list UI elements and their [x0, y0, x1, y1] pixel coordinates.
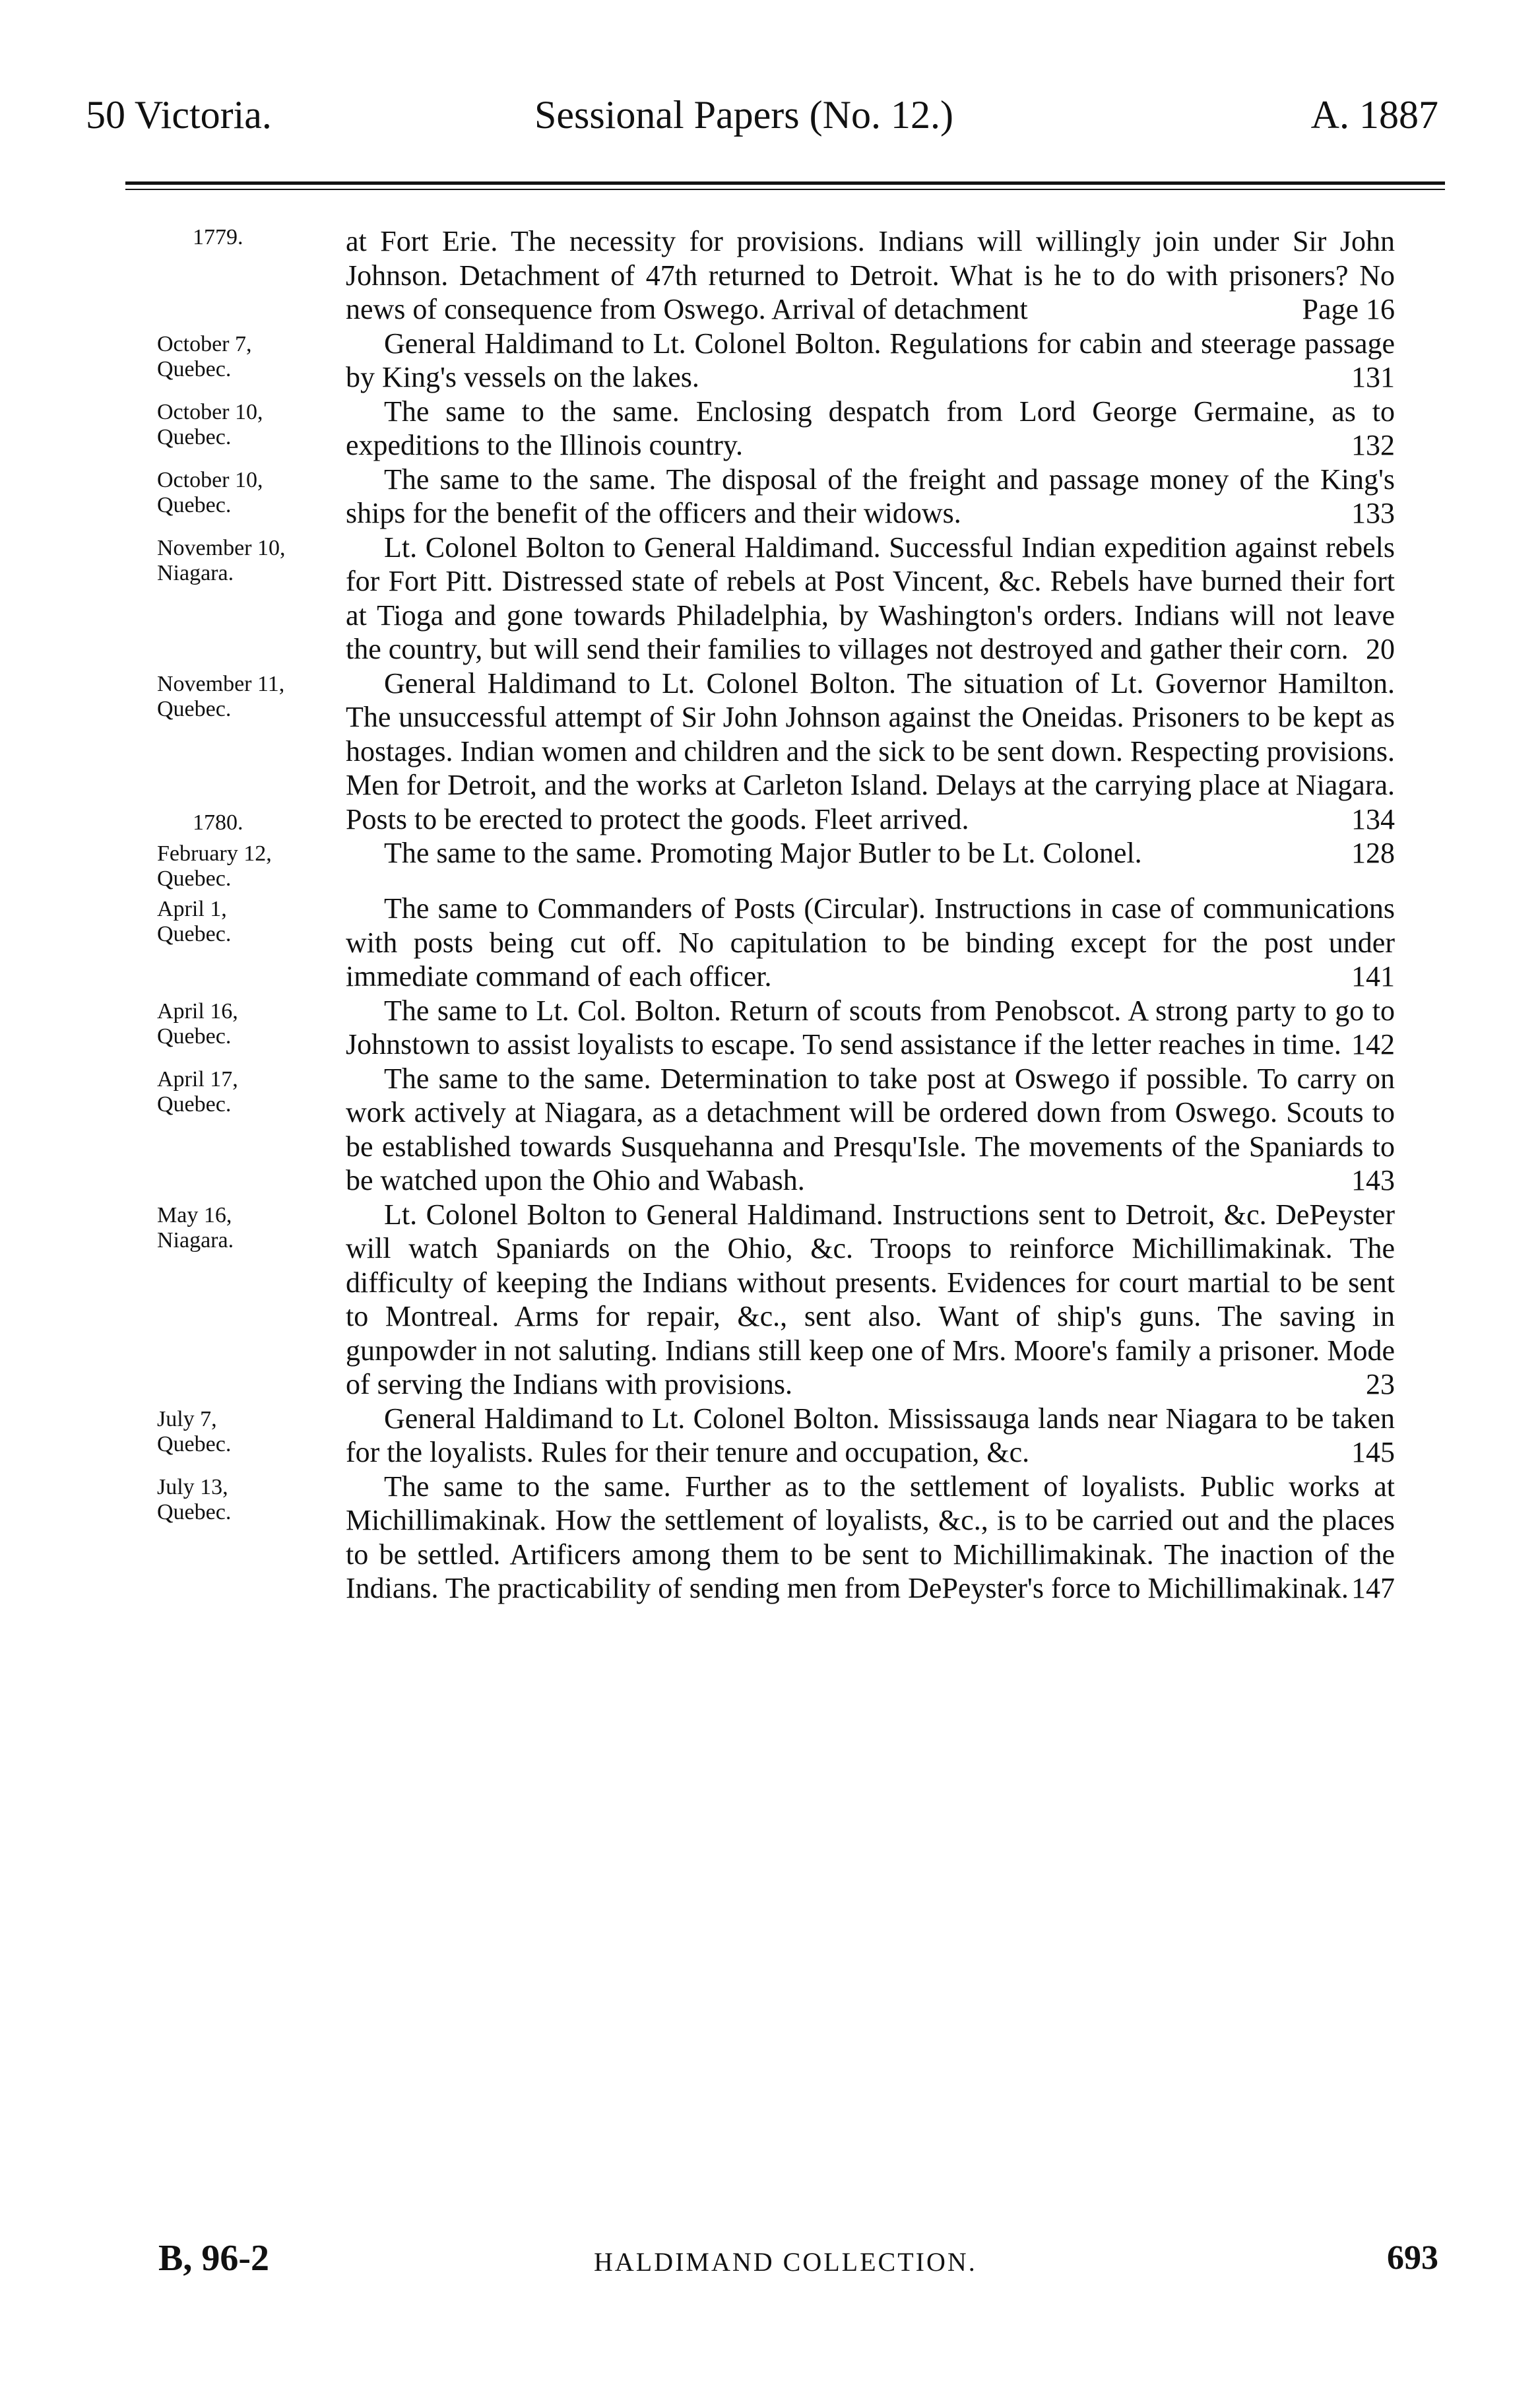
entry-place: Quebec.	[157, 1024, 232, 1049]
entry-text	[346, 994, 1395, 1062]
calendar-entry	[0, 994, 1540, 1062]
entry-page: 141	[1351, 960, 1395, 993]
footer-page-number: 693	[1387, 2239, 1438, 2277]
entry-text	[346, 224, 1395, 327]
entry-date: October 10,	[157, 467, 263, 492]
header-session: 50 Victoria.	[86, 93, 272, 137]
entry-page: 142	[1351, 1028, 1395, 1060]
entry-meta	[0, 1062, 348, 1117]
calendar-entry	[0, 836, 1540, 892]
entry-summary: General Haldimand to Lt. Colonel Bolton. The situation of Lt. Governor Hamilton. The unsuccessful attempt of Sir John Johnson against the Oneidas. Prisoners to be kept as hostages. Indian women and children and the sick to be sent down. Respecting provisions. Men for Detroit, and the works at Carleton Island. Delays at the carrying place at Niagara. Posts to be erected to protect the goods. Fleet arrived.	[346, 667, 1395, 835]
entry-text	[346, 836, 1395, 870]
entry-date: April 17,	[157, 1066, 238, 1092]
year-label: 1780.	[193, 810, 243, 835]
calendar-entry	[0, 395, 1540, 463]
header-rule-thick	[125, 181, 1445, 185]
entry-summary: The same to Commanders of Posts (Circular). Instructions in case of communications with posts being cut off. No capitulation to be binding except for the post under immediate command of each officer.	[346, 892, 1395, 993]
calendar-entry	[0, 1402, 1540, 1470]
entry-text	[346, 327, 1395, 395]
entry-date: April 1,	[157, 897, 227, 921]
entry-place: Niagara.	[157, 560, 234, 585]
entry-meta	[0, 1470, 348, 1525]
entry-summary: General Haldimand to Lt. Colonel Bolton. Mississauga lands near Niagara to be taken for the loyalists. Rules for their tenure and occupation, &c.	[346, 1402, 1395, 1468]
entry-date: February 12,	[157, 841, 272, 866]
footer-signature-mark: B, 96-2	[158, 2238, 269, 2279]
entry-summary: The same to the same. Determination to take post at Oswego if possible. To carry on work actively at Niagara, as a detachment will be ordered down from Oswego. Scouts to be established towards Susquehanna and Presqu'Isle. The movements of the Spaniards to be watched upon the Ohio and Wabash.	[346, 1062, 1395, 1196]
entry-summary: The same to the same. Enclosing despatch from Lord George Germaine, as to expeditions to the Illinois country.	[346, 395, 1395, 461]
entry-place: Quebec.	[157, 1092, 232, 1117]
entry-page: 128	[1351, 837, 1395, 869]
entry-summary: at Fort Erie. The necessity for provisions. Indians will willingly join under Sir John Johnson. Detachment of 47th returned to Detroit. What is he to do with prisoners? No news of consequence from Oswego. Arrival of detachment	[346, 225, 1395, 325]
entry-date: April 16,	[157, 998, 238, 1024]
entry-place: Quebec.	[157, 696, 232, 721]
calendar-entry	[0, 1470, 1540, 1606]
entry-page: 133	[1351, 497, 1395, 529]
entry-meta	[0, 463, 348, 518]
calendar-entry	[0, 463, 1540, 531]
entry-date: July 7,	[157, 1406, 217, 1431]
entry-meta	[0, 994, 348, 1049]
entry-meta	[0, 892, 348, 947]
entry-page: 132	[1351, 429, 1395, 461]
entry-meta	[0, 224, 348, 256]
entry-text	[346, 1402, 1395, 1470]
entry-place: Quebec.	[157, 1431, 232, 1456]
entry-page: 143	[1351, 1164, 1395, 1196]
entry-meta	[0, 1198, 348, 1253]
footer-collection-title: HALDIMAND COLLECTION.	[594, 2247, 977, 2277]
entry-meta	[0, 395, 348, 450]
entry-summary: The same to the same. Further as to the settlement of loyalists. Public works at Michillimakinak. How the settlement of loyalists, &c., is to be carried out and the places to be settled. Artificers among them to be sent to Michillimakinak. The inaction of the Indians. The practicability of sending men from DePeyster's force to Michillimakinak.	[346, 1470, 1395, 1604]
entry-summary: The same to the same. The disposal of the freight and passage money of the King's ships for the benefit of the officers and their widows.	[346, 463, 1395, 529]
entry-place: Quebec.	[157, 866, 232, 891]
entry-text	[346, 1198, 1395, 1402]
header-year: A. 1887	[1310, 93, 1438, 137]
entry-page: 131	[1351, 361, 1395, 393]
entry-meta	[0, 667, 348, 722]
entry-page: 23	[1366, 1368, 1395, 1400]
calendar-entry	[0, 1198, 1540, 1402]
year-label: 1779.	[193, 225, 243, 249]
entry-text	[346, 1062, 1395, 1198]
header-title: Sessional Papers (No. 12.)	[534, 93, 953, 137]
entry-date: October 7,	[157, 331, 252, 356]
entry-text	[346, 1470, 1395, 1606]
header-rule-thin	[125, 189, 1445, 190]
entry-page: 147	[1351, 1572, 1395, 1604]
entry-page: 134	[1351, 802, 1395, 835]
entry-text	[346, 531, 1395, 667]
entry-date: October 10,	[157, 399, 263, 424]
calendar-entry	[0, 224, 1540, 327]
entry-place: Quebec.	[157, 424, 232, 449]
entry-text	[346, 892, 1395, 994]
entry-text	[346, 463, 1395, 531]
calendar-entry	[0, 327, 1540, 395]
entry-date: July 13,	[157, 1474, 228, 1499]
calendar-entry	[0, 1062, 1540, 1198]
entry-meta	[0, 327, 348, 382]
calendar-entry	[0, 892, 1540, 994]
entry-summary: The same to Lt. Col. Bolton. Return of scouts from Penobscot. A strong party to go to Johnstown to assist loyalists to escape. To send assistance if the letter reaches in time.	[346, 994, 1395, 1060]
entry-place: Quebec.	[157, 492, 232, 517]
entry-meta	[0, 1402, 348, 1457]
entry-page: Page 16	[1302, 293, 1395, 325]
entry-page: 145	[1351, 1436, 1395, 1468]
entry-text	[346, 395, 1395, 463]
entry-page: 20	[1366, 633, 1395, 665]
entry-summary: The same to the same. Promoting Major Butler to be Lt. Colonel.	[384, 837, 1142, 869]
entry-place: Quebec.	[157, 922, 232, 946]
entry-place: Quebec.	[157, 356, 232, 381]
entry-date: May 16,	[157, 1202, 232, 1227]
page-header	[66, 92, 1438, 145]
entry-summary: Lt. Colonel Bolton to General Haldimand. Successful Indian expedition against rebels for Fort Pitt. Distressed state of rebels at Post Vincent, &c. Rebels have burned their fort at Tioga and gone towards Philadelphia, by Washington's orders. Indians will not leave the country, but will send their families to villages not destroyed and gather their corn.	[346, 531, 1395, 665]
calendar-entry	[0, 531, 1540, 667]
entry-summary: General Haldimand to Lt. Colonel Bolton. Regulations for cabin and steerage passage by King's vessels on the lakes.	[346, 327, 1395, 393]
entry-meta	[0, 836, 348, 892]
entry-date: November 10,	[157, 535, 286, 560]
entry-meta	[0, 531, 348, 586]
entry-date: November 11,	[157, 671, 285, 696]
entry-place: Niagara.	[157, 1227, 234, 1253]
entry-place: Quebec.	[157, 1499, 232, 1524]
entry-summary: Lt. Colonel Bolton to General Haldimand. Instructions sent to Detroit, &c. DePeyster will watch Spaniards on the Ohio, &c. Troops to reinforce Michillimakinak. The difficulty of keeping the Indians without presents. Evidences for court martial to be sent to Montreal. Arms for repair, &c., sent also. Want of ship's guns. The saving in gunpowder in not saluting. Indians still keep one of Mrs. Moore's family a prisoner. Mode of serving the Indians with provisions.	[346, 1198, 1395, 1400]
page-footer	[0, 2237, 1540, 2290]
calendar-entries	[0, 224, 1540, 1606]
